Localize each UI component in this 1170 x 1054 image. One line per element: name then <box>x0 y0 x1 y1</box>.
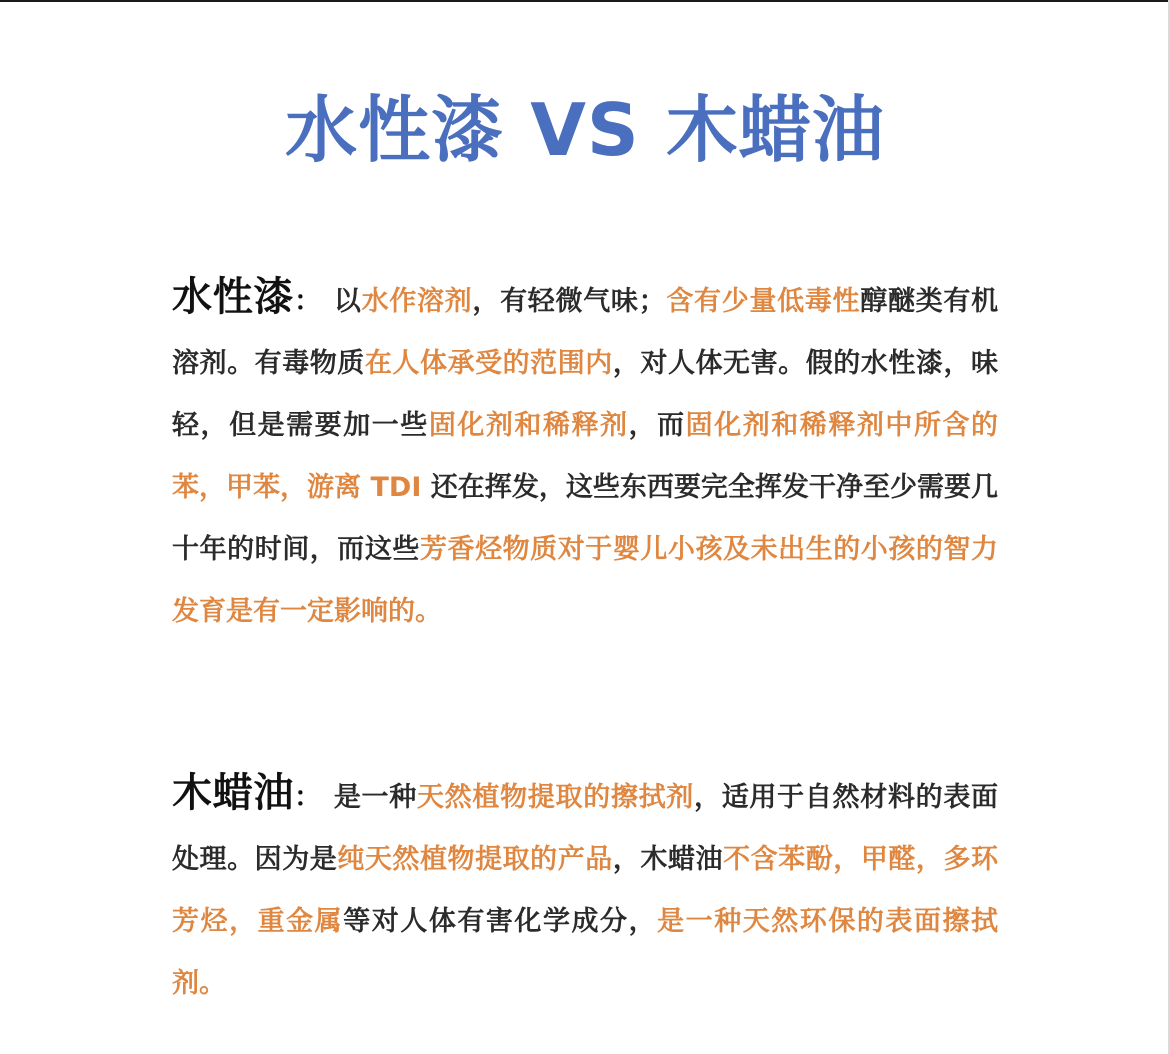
top-border <box>0 0 1170 2</box>
segment-highlight: 固化剂和稀释剂中所含的苯，甲苯，游离 TDI <box>172 410 999 503</box>
segment: ，对人体无害。假的水性漆，味轻，但是需要加一些 <box>172 348 999 441</box>
section-heading: 水性漆 <box>172 274 295 320</box>
segment: ，有轻微气味； <box>472 286 666 317</box>
segment-highlight: 含有少量低毒性 <box>665 286 861 317</box>
segment: 醇醚类有机溶剂。有毒物质 <box>172 286 999 379</box>
segment: ，适用于自然材料的表面处理。因为是 <box>172 782 999 875</box>
segment: 等对人体有害化学成分， <box>343 906 658 937</box>
segment: 还在挥发，这些东西要完全挥发干净至少需要几十年的时间，而这些 <box>172 472 998 565</box>
segment-highlight: 水作溶剂 <box>361 286 473 317</box>
heading-colon: ： <box>294 782 322 813</box>
segment-highlight: 是一种天然环保的表面擦拭剂。 <box>172 906 999 999</box>
segment: ，而 <box>628 410 686 441</box>
segment-highlight: 天然植物提取的擦拭剂 <box>416 782 695 813</box>
segment-highlight: 不含苯酚，甲醛，多环芳烃，重金属 <box>172 844 999 937</box>
segment: 以 <box>333 286 362 317</box>
section-water-paint <box>172 266 998 643</box>
segment-highlight: 芳香烃物质对于婴儿小孩及未出生的小孩的智力发育是有一定影响的。 <box>172 534 999 627</box>
section-wood-wax-oil <box>172 762 998 1015</box>
page-title: 水性漆 VS 木蜡油 <box>285 88 885 172</box>
segment-highlight: 纯天然植物提取的产品 <box>337 844 613 875</box>
section-heading: 木蜡油 <box>172 770 295 816</box>
segment-highlight: 固化剂和稀释剂 <box>428 410 629 441</box>
segment: ，木蜡油 <box>612 844 724 875</box>
segment-highlight: 在人体承受的范围内 <box>364 348 613 379</box>
heading-colon: ： <box>294 286 322 317</box>
segment: 是一种 <box>333 782 417 813</box>
